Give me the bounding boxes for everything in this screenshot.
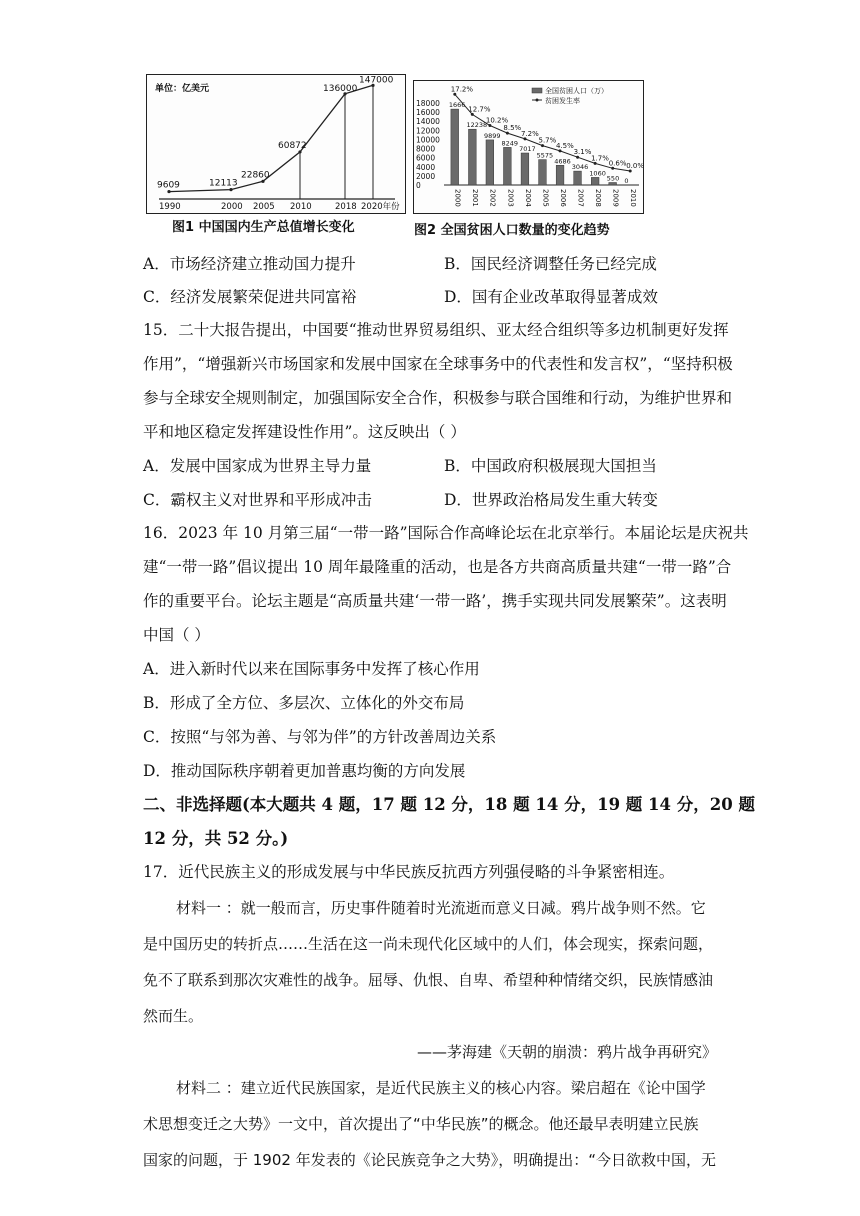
section-2-heading: 二、非选择题(本大题共 4 题，17 题 12 分，18 题 14 分，19 题 14 分，20 题: [143, 795, 755, 814]
y-tick-label: 16000: [416, 108, 440, 118]
poverty-bar: [591, 177, 599, 185]
bar-value-label: 8249: [501, 139, 519, 148]
poverty-bar: [486, 140, 494, 185]
q16-option-d: D．推动国际秩序朝着更加普惠均衡的方向发展: [143, 762, 466, 780]
x-tick-label: 2007: [576, 189, 585, 207]
x-tick-label: 2003: [506, 189, 515, 207]
x-tick-label: 2002: [488, 189, 497, 207]
gdp-series-line: [169, 85, 373, 191]
q15-stem-line: 平和地区稳定发挥建设性作用”。这反映出（ ）: [143, 423, 466, 441]
poverty-bar: [556, 165, 564, 185]
x-tick-label: 2000: [221, 202, 243, 212]
bar-value-label: 5575: [536, 151, 554, 160]
poverty-bar: [451, 109, 459, 185]
bar-value-label: 0: [624, 177, 629, 185]
material-1-line: 然而生。: [143, 1007, 204, 1025]
bar-value-label: 3046: [571, 163, 589, 172]
q15-option-a: A．发展中国家成为世界主导力量: [143, 457, 372, 475]
unit-label: 单位：亿美元: [155, 84, 210, 94]
rate-label: 4.5%: [556, 141, 574, 150]
data-label: 12113: [209, 178, 238, 189]
poverty-bar: [574, 171, 582, 185]
rate-label: 3.1%: [573, 148, 592, 157]
legend-line-label: 贫困发生率: [545, 97, 580, 105]
y-tick-label: 12000: [416, 126, 440, 136]
material-2-line: 术思想变迁之大势》一文中，首次提出了“中华民族”的概念。他还最早表明建立民族: [143, 1115, 699, 1133]
q15-option-d: D．世界政治格局发生重大转变: [444, 491, 658, 509]
rate-label: 12.7%: [468, 105, 491, 114]
y-tick-label: 4000: [416, 162, 436, 172]
q16-stem-line: 16．2023 年 10 月第三届“一带一路”国际合作高峰论坛在北京举行。本届论坛是庆祝共: [143, 524, 749, 542]
poverty-bar-line-chart: [414, 81, 643, 213]
figure-1-gdp-chart: [146, 74, 406, 214]
bar-value-label: 12238: [466, 121, 488, 130]
material-2-line: 材料二 ：建立近代民族国家，是近代民族主义的核心内容。梁启超在《论中国学: [176, 1079, 706, 1097]
x-tick-label: 2010: [629, 189, 638, 207]
y-tick-label: 14000: [416, 117, 440, 127]
x-tick-label: 2006: [558, 189, 567, 207]
x-tick-label: 2010: [290, 202, 312, 212]
poverty-bar: [504, 147, 512, 185]
q15-stem-line: 参与全球安全规则制定，加强国际安全合作，积极参与联合国维和行动，为维护世界和: [143, 389, 733, 407]
x-tick-label: 2005: [253, 202, 275, 212]
figure-1-caption: 图1 中国国内生产总值增长变化: [172, 220, 355, 235]
data-label: 136000: [323, 83, 358, 94]
data-label: 22860: [241, 170, 270, 181]
material-1-line: 材料一 ：就一般而言，历史事件随着时光流逝而意义日减。鸦片战争则不然。它: [176, 899, 706, 917]
bar-value-label: 1060: [589, 169, 606, 178]
figure-2-poverty-chart: [413, 80, 644, 214]
rate-label: 0.6%: [608, 159, 627, 168]
bar-value-label: 1666: [448, 101, 466, 110]
q14-option-a: A．市场经济建立推动国力提升: [143, 255, 356, 273]
y-tick-label: 2000: [416, 171, 436, 181]
data-label: 60872: [278, 140, 307, 151]
legend-line-marker: [536, 99, 539, 102]
y-tick-label: 18000: [416, 99, 440, 108]
poverty-bar: [521, 153, 529, 185]
x-tick-label: 2008: [594, 189, 602, 207]
q16-stem-line: 作的重要平台。论坛主题是“高质量共建‘一带一路’，携手实现共同发展繁荣”。这表明: [143, 592, 727, 610]
q15-stem-line: 15．二十大报告提出，中国要“推动世界贸易组织、亚太经合组织等多边机制更好发挥: [143, 321, 729, 339]
q15-option-b: B．中国政府积极展现大国担当: [444, 457, 657, 475]
bar-value-label: 7017: [519, 145, 536, 153]
data-label: 147000: [359, 75, 394, 86]
x-tick-label: 2020年份: [361, 202, 400, 212]
q14-option-d: D．国有企业改革取得显著成效: [444, 288, 658, 306]
legend-bar-swatch: [532, 88, 542, 93]
y-tick-label: 6000: [416, 153, 436, 163]
x-tick-label: 2001: [471, 189, 480, 207]
rate-label: 10.2%: [485, 116, 509, 125]
q14-option-c: C．经济发展繁荣促进共同富裕: [143, 288, 357, 306]
data-label: 9609: [157, 180, 180, 191]
bar-value-label: 4686: [554, 157, 571, 166]
gdp-line-chart: [147, 75, 405, 213]
rate-label: 7.2%: [521, 129, 539, 138]
y-tick-label: 8000: [416, 144, 436, 154]
rate-label: 1.7%: [591, 154, 609, 163]
x-tick-label: 2000: [453, 189, 462, 207]
legend-bar-label: 全国贫困人口（万）: [545, 87, 608, 95]
material-1-line: 免不了联系到那次灾难性的战争。屈辱、仇恨、自卑、希望种种情绪交织，民族情感油: [143, 971, 714, 989]
rate-label: 17.2%: [450, 85, 474, 94]
y-tick-label: 10000: [416, 135, 440, 145]
poverty-bar: [609, 183, 617, 186]
x-tick-label: 2018: [335, 202, 357, 212]
x-tick-label: 2009: [611, 189, 620, 207]
poverty-bar: [539, 160, 547, 185]
q17-intro: 17．近代民族主义的形成发展与中华民族反抗西方列强侵略的斗争紧密相连。: [143, 863, 675, 881]
q16-option-a: A．进入新时代以来在国际事务中发挥了核心作用: [143, 660, 480, 678]
x-tick-label: 2005: [541, 189, 550, 207]
rate-label: 8.5%: [503, 124, 522, 133]
section-2-heading-cont: 12 分，共 52 分。): [143, 829, 289, 848]
q15-option-c: C．霸权主义对世界和平形成冲击: [143, 491, 372, 509]
q16-option-b: B．形成了全方位、多层次、立体化的外交布局: [143, 694, 465, 712]
bar-value-label: 550: [606, 174, 620, 183]
figure-2-caption: 图2 全国贫困人口数量的变化趋势: [414, 223, 610, 238]
rate-label: 5.7%: [538, 136, 557, 145]
material-1-source: ——茅海建《天朝的崩溃：鸦片战争再研究》: [416, 1043, 717, 1061]
x-tick-label: 1990: [159, 202, 181, 212]
y-tick-label: 0: [416, 181, 421, 190]
poverty-bar: [469, 129, 477, 185]
bar-value-label: 9899: [484, 131, 501, 140]
q16-stem-line: 中国（ ）: [143, 626, 210, 644]
q15-stem-line: 作用”，“增强新兴市场国家和发展中国家在全球事务中的代表性和发言权”，“坚持积极: [143, 355, 733, 373]
q14-option-b: B．国民经济调整任务已经完成: [444, 255, 657, 273]
material-2-line: 国家的问题，于 1902 年发表的《论民族竞争之大势》，明确提出：“今日欲救中国，无: [143, 1151, 716, 1169]
q16-option-c: C．按照“与邻为善、与邻为伴”的方针改善周边关系: [143, 728, 497, 746]
rate-label: 0.0%: [626, 162, 643, 170]
q16-stem-line: 建“一带一路”倡议提出 10 周年最隆重的活动，也是各方共商高质量共建“一带一路”合: [143, 558, 732, 576]
material-1-line: 是中国历史的转折点……生活在这一尚未现代化区域中的人们，体会现实，探索问题，: [143, 935, 714, 953]
x-tick-label: 2004: [523, 189, 532, 207]
